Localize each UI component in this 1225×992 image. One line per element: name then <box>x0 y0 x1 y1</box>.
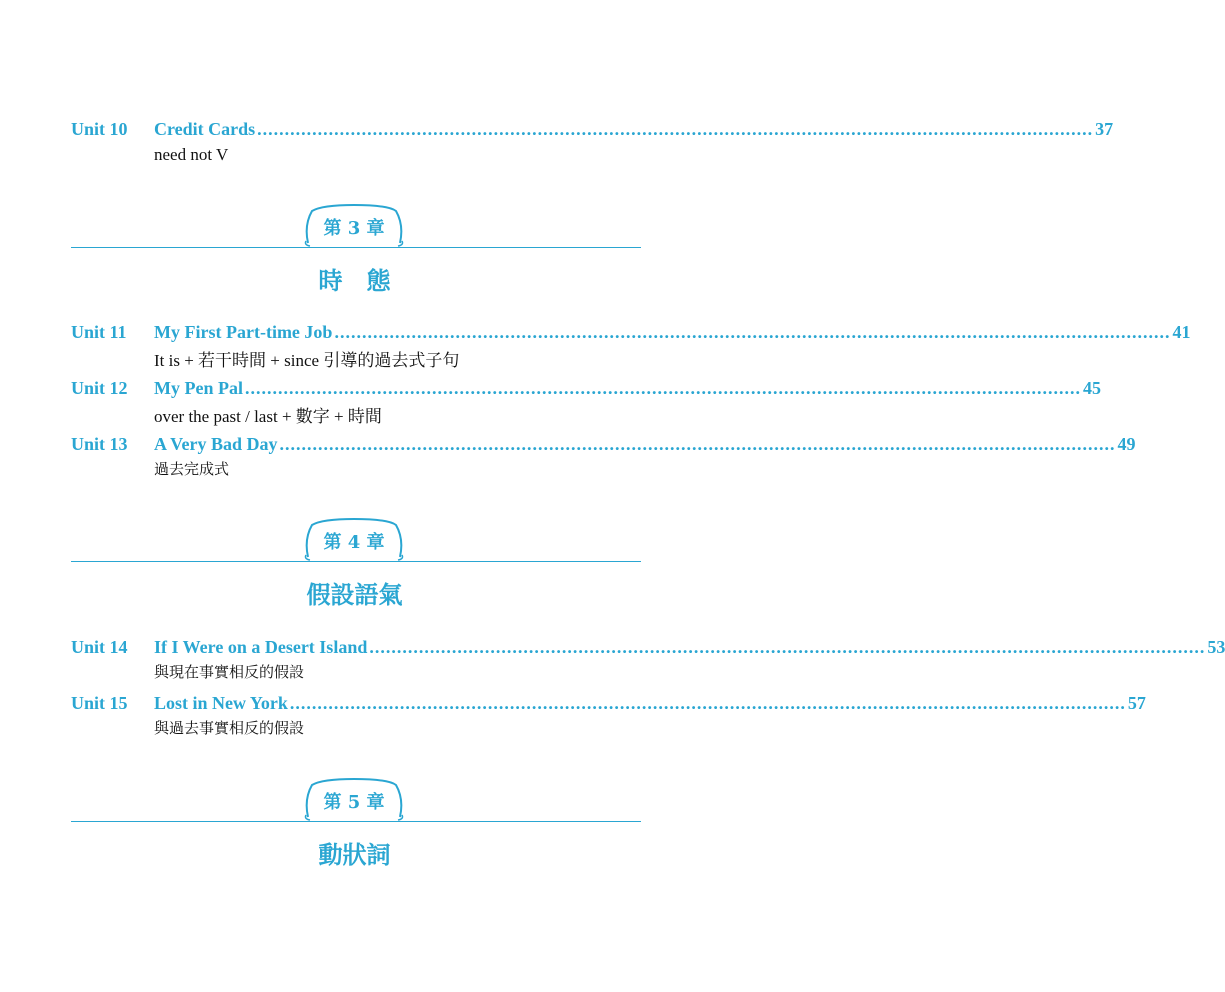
dot-leader: ........................................................................................................................................................ <box>257 119 1094 139</box>
entry-subtitle: over the past / last + 數字 + 時間 <box>154 407 382 426</box>
dot-leader: ........................................................................................................................................................ <box>289 693 1126 713</box>
chapter-title: 假設語氣 <box>306 581 403 609</box>
unit-label: Unit 11 <box>71 322 127 342</box>
entry-subtitle: 與現在事實相反的假設 <box>154 663 305 681</box>
entry-title: If I Were on a Desert Island <box>154 637 368 657</box>
chapter-badge <box>302 205 406 245</box>
unit-label: Unit 13 <box>71 434 128 454</box>
unit-label: Unit 14 <box>71 637 128 657</box>
chapter-title: 時 態 <box>318 267 391 295</box>
chapter-badge-label: 第 4 章 <box>323 532 385 553</box>
entry-title: My First Part-time Job <box>154 322 333 342</box>
chapter-badge <box>302 519 406 559</box>
chapter-badge-label: 第 3 章 <box>323 218 385 239</box>
page-number: 45 <box>1082 378 1101 398</box>
page-number: 57 <box>1127 693 1146 713</box>
page-number: 41 <box>1172 322 1191 342</box>
entry-title: Credit Cards <box>154 119 256 139</box>
entry-subtitle: 與過去事實相反的假設 <box>154 719 305 737</box>
dot-leader: ........................................................................................................................................................ <box>369 637 1206 657</box>
unit-label: Unit 10 <box>71 119 128 139</box>
page-number: 49 <box>1117 434 1136 454</box>
page-number: 53 <box>1207 637 1225 657</box>
entry-title: Lost in New York <box>154 693 288 713</box>
chapter-badge <box>302 779 406 819</box>
dot-leader: ........................................................................................................................................................ <box>279 434 1116 454</box>
unit-label: Unit 12 <box>71 378 128 398</box>
dot-leader: ........................................................................................................................................................ <box>244 378 1081 398</box>
entry-subtitle: need not V <box>154 145 229 164</box>
entry-title: A Very Bad Day <box>154 434 278 454</box>
dot-leader: ........................................................................................................................................................ <box>334 322 1171 342</box>
page-number: 37 <box>1095 119 1114 139</box>
entry-subtitle: It is + 若干時間 + since 引導的過去式子句 <box>154 351 460 370</box>
entry-subtitle: 過去完成式 <box>154 460 230 478</box>
chapter-title: 動狀詞 <box>318 841 391 869</box>
entry-title: My Pen Pal <box>154 378 243 398</box>
unit-label: Unit 15 <box>71 693 128 713</box>
chapter-badge-label: 第 5 章 <box>323 792 385 813</box>
